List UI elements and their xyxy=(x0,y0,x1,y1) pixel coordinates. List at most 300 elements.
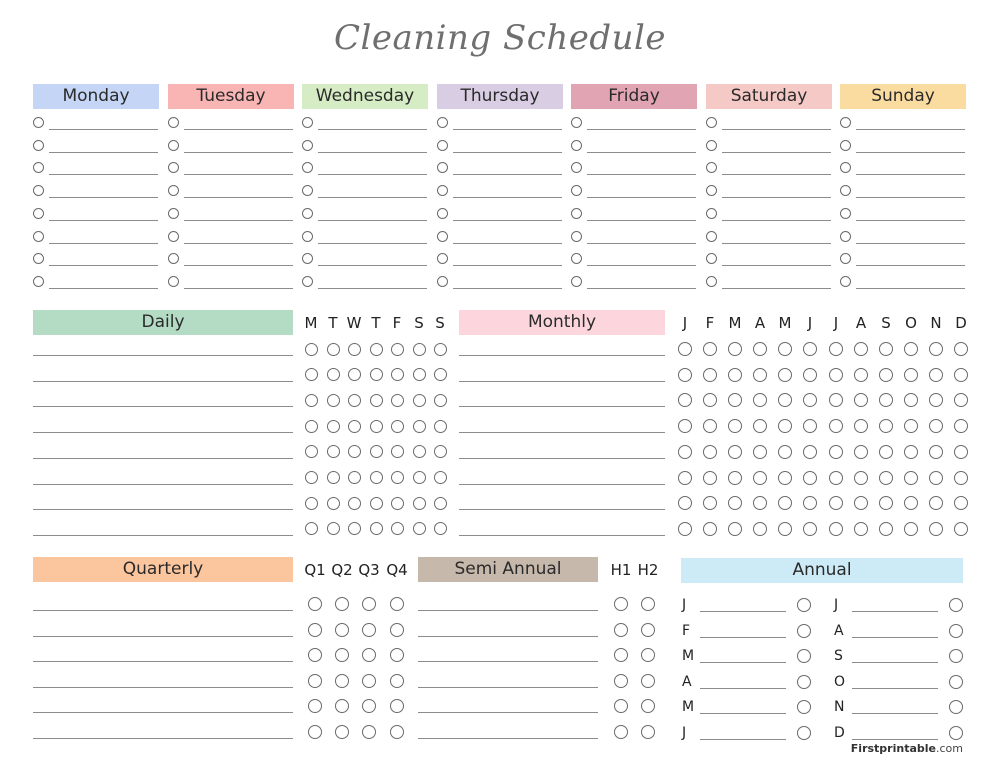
daily-checkbox[interactable] xyxy=(327,445,340,458)
daily-checkbox[interactable] xyxy=(327,420,340,433)
daily-checkbox[interactable] xyxy=(348,420,361,433)
monthly-checkbox[interactable] xyxy=(954,419,968,433)
quarterly-task-line[interactable] xyxy=(33,712,293,713)
checkbox-circle[interactable] xyxy=(33,162,44,173)
daily-checkbox[interactable] xyxy=(434,497,447,510)
monthly-checkbox[interactable] xyxy=(904,471,918,485)
task-line[interactable] xyxy=(453,243,562,244)
task-line[interactable] xyxy=(453,152,562,153)
daily-checkbox[interactable] xyxy=(413,368,426,381)
semi-annual-checkbox[interactable] xyxy=(614,725,628,739)
quarterly-checkbox[interactable] xyxy=(362,597,376,611)
task-line[interactable] xyxy=(722,197,831,198)
checkbox-circle[interactable] xyxy=(706,253,717,264)
checkbox-circle[interactable] xyxy=(168,208,179,219)
checkbox-circle[interactable] xyxy=(33,117,44,128)
semi-annual-checkbox[interactable] xyxy=(641,674,655,688)
daily-checkbox[interactable] xyxy=(305,368,318,381)
daily-checkbox[interactable] xyxy=(305,522,318,535)
monthly-checkbox[interactable] xyxy=(678,445,692,459)
checkbox-circle[interactable] xyxy=(840,253,851,264)
daily-checkbox[interactable] xyxy=(391,343,404,356)
monthly-checkbox[interactable] xyxy=(879,368,893,382)
daily-checkbox[interactable] xyxy=(434,368,447,381)
monthly-checkbox[interactable] xyxy=(954,471,968,485)
monthly-checkbox[interactable] xyxy=(803,445,817,459)
monthly-checkbox[interactable] xyxy=(879,471,893,485)
monthly-checkbox[interactable] xyxy=(753,445,767,459)
checkbox-circle[interactable] xyxy=(437,162,448,173)
monthly-checkbox[interactable] xyxy=(854,471,868,485)
task-line[interactable] xyxy=(722,265,831,266)
checkbox-circle[interactable] xyxy=(302,117,313,128)
annual-checkbox[interactable] xyxy=(797,649,811,663)
daily-checkbox[interactable] xyxy=(370,394,383,407)
task-line[interactable] xyxy=(856,220,965,221)
task-line[interactable] xyxy=(856,243,965,244)
task-line[interactable] xyxy=(722,174,831,175)
task-line[interactable] xyxy=(722,220,831,221)
daily-task-line[interactable] xyxy=(33,509,293,510)
task-line[interactable] xyxy=(318,197,427,198)
monthly-checkbox[interactable] xyxy=(753,419,767,433)
semi-annual-checkbox[interactable] xyxy=(614,699,628,713)
task-line[interactable] xyxy=(453,197,562,198)
monthly-checkbox[interactable] xyxy=(929,419,943,433)
monthly-checkbox[interactable] xyxy=(778,471,792,485)
task-line[interactable] xyxy=(184,220,293,221)
daily-checkbox[interactable] xyxy=(327,522,340,535)
quarterly-checkbox[interactable] xyxy=(362,699,376,713)
monthly-checkbox[interactable] xyxy=(904,496,918,510)
task-line[interactable] xyxy=(587,129,696,130)
monthly-checkbox[interactable] xyxy=(703,419,717,433)
checkbox-circle[interactable] xyxy=(437,185,448,196)
task-line[interactable] xyxy=(49,265,158,266)
monthly-checkbox[interactable] xyxy=(954,445,968,459)
checkbox-circle[interactable] xyxy=(33,185,44,196)
monthly-checkbox[interactable] xyxy=(879,393,893,407)
task-line[interactable] xyxy=(722,129,831,130)
task-line[interactable] xyxy=(49,174,158,175)
task-line[interactable] xyxy=(318,129,427,130)
daily-checkbox[interactable] xyxy=(305,420,318,433)
daily-task-line[interactable] xyxy=(33,535,293,536)
daily-task-line[interactable] xyxy=(33,381,293,382)
daily-checkbox[interactable] xyxy=(391,420,404,433)
monthly-checkbox[interactable] xyxy=(803,342,817,356)
task-line[interactable] xyxy=(722,288,831,289)
daily-checkbox[interactable] xyxy=(413,445,426,458)
daily-checkbox[interactable] xyxy=(391,497,404,510)
daily-checkbox[interactable] xyxy=(305,343,318,356)
checkbox-circle[interactable] xyxy=(840,162,851,173)
daily-checkbox[interactable] xyxy=(434,445,447,458)
monthly-checkbox[interactable] xyxy=(929,471,943,485)
monthly-checkbox[interactable] xyxy=(728,445,742,459)
monthly-task-line[interactable] xyxy=(459,484,665,485)
daily-checkbox[interactable] xyxy=(305,394,318,407)
quarterly-checkbox[interactable] xyxy=(308,699,322,713)
monthly-task-line[interactable] xyxy=(459,381,665,382)
monthly-checkbox[interactable] xyxy=(929,496,943,510)
checkbox-circle[interactable] xyxy=(706,140,717,151)
checkbox-circle[interactable] xyxy=(168,162,179,173)
daily-checkbox[interactable] xyxy=(348,343,361,356)
daily-checkbox[interactable] xyxy=(348,497,361,510)
daily-checkbox[interactable] xyxy=(413,471,426,484)
monthly-checkbox[interactable] xyxy=(703,445,717,459)
monthly-task-line[interactable] xyxy=(459,535,665,536)
task-line[interactable] xyxy=(49,197,158,198)
task-line[interactable] xyxy=(184,152,293,153)
task-line[interactable] xyxy=(722,152,831,153)
task-line[interactable] xyxy=(184,265,293,266)
monthly-checkbox[interactable] xyxy=(904,393,918,407)
quarterly-checkbox[interactable] xyxy=(362,623,376,637)
monthly-checkbox[interactable] xyxy=(703,393,717,407)
daily-checkbox[interactable] xyxy=(413,394,426,407)
monthly-task-line[interactable] xyxy=(459,509,665,510)
checkbox-circle[interactable] xyxy=(33,276,44,287)
monthly-checkbox[interactable] xyxy=(753,471,767,485)
monthly-checkbox[interactable] xyxy=(879,496,893,510)
checkbox-circle[interactable] xyxy=(33,140,44,151)
checkbox-circle[interactable] xyxy=(302,276,313,287)
task-line[interactable] xyxy=(49,243,158,244)
semi-annual-checkbox[interactable] xyxy=(614,674,628,688)
task-line[interactable] xyxy=(856,197,965,198)
quarterly-checkbox[interactable] xyxy=(308,674,322,688)
daily-checkbox[interactable] xyxy=(370,368,383,381)
semi-annual-checkbox[interactable] xyxy=(641,623,655,637)
quarterly-checkbox[interactable] xyxy=(390,674,404,688)
monthly-checkbox[interactable] xyxy=(904,522,918,536)
daily-checkbox[interactable] xyxy=(327,471,340,484)
daily-checkbox[interactable] xyxy=(327,368,340,381)
monthly-checkbox[interactable] xyxy=(778,496,792,510)
task-line[interactable] xyxy=(318,152,427,153)
monthly-checkbox[interactable] xyxy=(728,471,742,485)
daily-checkbox[interactable] xyxy=(370,522,383,535)
quarterly-checkbox[interactable] xyxy=(308,597,322,611)
monthly-checkbox[interactable] xyxy=(803,471,817,485)
checkbox-circle[interactable] xyxy=(168,140,179,151)
daily-checkbox[interactable] xyxy=(413,343,426,356)
monthly-checkbox[interactable] xyxy=(854,368,868,382)
monthly-checkbox[interactable] xyxy=(904,419,918,433)
monthly-checkbox[interactable] xyxy=(778,419,792,433)
annual-task-line[interactable] xyxy=(852,739,938,740)
annual-task-line[interactable] xyxy=(700,637,786,638)
task-line[interactable] xyxy=(318,265,427,266)
semi-annual-task-line[interactable] xyxy=(418,738,598,739)
checkbox-circle[interactable] xyxy=(168,253,179,264)
monthly-checkbox[interactable] xyxy=(753,522,767,536)
semi-annual-task-line[interactable] xyxy=(418,636,598,637)
task-line[interactable] xyxy=(587,220,696,221)
monthly-checkbox[interactable] xyxy=(854,419,868,433)
semi-annual-task-line[interactable] xyxy=(418,610,598,611)
annual-task-line[interactable] xyxy=(700,662,786,663)
checkbox-circle[interactable] xyxy=(168,117,179,128)
semi-annual-checkbox[interactable] xyxy=(641,699,655,713)
daily-checkbox[interactable] xyxy=(348,471,361,484)
quarterly-checkbox[interactable] xyxy=(335,648,349,662)
checkbox-circle[interactable] xyxy=(168,276,179,287)
monthly-checkbox[interactable] xyxy=(778,445,792,459)
quarterly-checkbox[interactable] xyxy=(362,674,376,688)
task-line[interactable] xyxy=(453,129,562,130)
monthly-checkbox[interactable] xyxy=(728,419,742,433)
checkbox-circle[interactable] xyxy=(571,208,582,219)
checkbox-circle[interactable] xyxy=(571,117,582,128)
monthly-checkbox[interactable] xyxy=(879,342,893,356)
checkbox-circle[interactable] xyxy=(302,208,313,219)
annual-task-line[interactable] xyxy=(852,611,938,612)
daily-checkbox[interactable] xyxy=(370,343,383,356)
task-line[interactable] xyxy=(587,152,696,153)
monthly-checkbox[interactable] xyxy=(829,342,843,356)
daily-checkbox[interactable] xyxy=(327,343,340,356)
monthly-checkbox[interactable] xyxy=(829,471,843,485)
checkbox-circle[interactable] xyxy=(840,231,851,242)
checkbox-circle[interactable] xyxy=(571,253,582,264)
checkbox-circle[interactable] xyxy=(33,253,44,264)
daily-checkbox[interactable] xyxy=(434,394,447,407)
semi-annual-checkbox[interactable] xyxy=(641,648,655,662)
quarterly-checkbox[interactable] xyxy=(335,674,349,688)
monthly-checkbox[interactable] xyxy=(803,368,817,382)
checkbox-circle[interactable] xyxy=(437,117,448,128)
monthly-checkbox[interactable] xyxy=(954,342,968,356)
task-line[interactable] xyxy=(587,265,696,266)
daily-checkbox[interactable] xyxy=(434,471,447,484)
task-line[interactable] xyxy=(184,243,293,244)
quarterly-checkbox[interactable] xyxy=(390,648,404,662)
daily-task-line[interactable] xyxy=(33,355,293,356)
monthly-checkbox[interactable] xyxy=(753,368,767,382)
quarterly-task-line[interactable] xyxy=(33,636,293,637)
task-line[interactable] xyxy=(49,152,158,153)
annual-checkbox[interactable] xyxy=(949,726,963,740)
annual-checkbox[interactable] xyxy=(949,700,963,714)
checkbox-circle[interactable] xyxy=(571,185,582,196)
daily-checkbox[interactable] xyxy=(348,445,361,458)
monthly-checkbox[interactable] xyxy=(904,368,918,382)
checkbox-circle[interactable] xyxy=(33,231,44,242)
annual-checkbox[interactable] xyxy=(949,649,963,663)
monthly-checkbox[interactable] xyxy=(954,522,968,536)
task-line[interactable] xyxy=(587,174,696,175)
quarterly-checkbox[interactable] xyxy=(390,623,404,637)
checkbox-circle[interactable] xyxy=(840,140,851,151)
monthly-checkbox[interactable] xyxy=(678,419,692,433)
quarterly-task-line[interactable] xyxy=(33,687,293,688)
daily-checkbox[interactable] xyxy=(305,497,318,510)
monthly-checkbox[interactable] xyxy=(829,393,843,407)
daily-checkbox[interactable] xyxy=(370,420,383,433)
quarterly-task-line[interactable] xyxy=(33,610,293,611)
daily-checkbox[interactable] xyxy=(434,343,447,356)
monthly-checkbox[interactable] xyxy=(954,368,968,382)
checkbox-circle[interactable] xyxy=(168,231,179,242)
daily-task-line[interactable] xyxy=(33,406,293,407)
checkbox-circle[interactable] xyxy=(302,162,313,173)
monthly-checkbox[interactable] xyxy=(854,445,868,459)
monthly-checkbox[interactable] xyxy=(854,496,868,510)
annual-checkbox[interactable] xyxy=(797,598,811,612)
task-line[interactable] xyxy=(184,129,293,130)
checkbox-circle[interactable] xyxy=(302,185,313,196)
monthly-checkbox[interactable] xyxy=(879,445,893,459)
daily-checkbox[interactable] xyxy=(327,497,340,510)
annual-checkbox[interactable] xyxy=(949,598,963,612)
task-line[interactable] xyxy=(184,174,293,175)
checkbox-circle[interactable] xyxy=(437,208,448,219)
daily-checkbox[interactable] xyxy=(391,522,404,535)
monthly-checkbox[interactable] xyxy=(703,368,717,382)
daily-checkbox[interactable] xyxy=(305,445,318,458)
monthly-checkbox[interactable] xyxy=(753,393,767,407)
monthly-checkbox[interactable] xyxy=(803,496,817,510)
daily-checkbox[interactable] xyxy=(391,445,404,458)
daily-checkbox[interactable] xyxy=(370,497,383,510)
monthly-checkbox[interactable] xyxy=(854,393,868,407)
checkbox-circle[interactable] xyxy=(33,208,44,219)
annual-task-line[interactable] xyxy=(852,688,938,689)
checkbox-circle[interactable] xyxy=(840,276,851,287)
monthly-checkbox[interactable] xyxy=(703,522,717,536)
monthly-checkbox[interactable] xyxy=(678,522,692,536)
annual-task-line[interactable] xyxy=(852,637,938,638)
monthly-checkbox[interactable] xyxy=(728,522,742,536)
task-line[interactable] xyxy=(49,288,158,289)
monthly-checkbox[interactable] xyxy=(829,522,843,536)
task-line[interactable] xyxy=(49,220,158,221)
monthly-checkbox[interactable] xyxy=(678,368,692,382)
checkbox-circle[interactable] xyxy=(168,185,179,196)
task-line[interactable] xyxy=(856,288,965,289)
monthly-checkbox[interactable] xyxy=(778,368,792,382)
daily-checkbox[interactable] xyxy=(434,420,447,433)
quarterly-checkbox[interactable] xyxy=(335,597,349,611)
daily-task-line[interactable] xyxy=(33,458,293,459)
monthly-task-line[interactable] xyxy=(459,355,665,356)
checkbox-circle[interactable] xyxy=(840,117,851,128)
daily-task-line[interactable] xyxy=(33,432,293,433)
task-line[interactable] xyxy=(318,243,427,244)
semi-annual-checkbox[interactable] xyxy=(614,648,628,662)
monthly-checkbox[interactable] xyxy=(879,419,893,433)
quarterly-checkbox[interactable] xyxy=(335,623,349,637)
monthly-checkbox[interactable] xyxy=(778,522,792,536)
monthly-checkbox[interactable] xyxy=(678,393,692,407)
daily-checkbox[interactable] xyxy=(413,522,426,535)
checkbox-circle[interactable] xyxy=(302,253,313,264)
monthly-checkbox[interactable] xyxy=(954,393,968,407)
semi-annual-checkbox[interactable] xyxy=(641,725,655,739)
task-line[interactable] xyxy=(587,243,696,244)
monthly-checkbox[interactable] xyxy=(803,419,817,433)
monthly-checkbox[interactable] xyxy=(703,496,717,510)
task-line[interactable] xyxy=(587,288,696,289)
quarterly-checkbox[interactable] xyxy=(362,648,376,662)
quarterly-checkbox[interactable] xyxy=(335,725,349,739)
semi-annual-checkbox[interactable] xyxy=(614,597,628,611)
task-line[interactable] xyxy=(318,174,427,175)
annual-task-line[interactable] xyxy=(700,739,786,740)
annual-task-line[interactable] xyxy=(852,713,938,714)
monthly-checkbox[interactable] xyxy=(929,393,943,407)
task-line[interactable] xyxy=(453,174,562,175)
checkbox-circle[interactable] xyxy=(840,185,851,196)
quarterly-checkbox[interactable] xyxy=(390,725,404,739)
daily-checkbox[interactable] xyxy=(370,445,383,458)
quarterly-task-line[interactable] xyxy=(33,738,293,739)
daily-checkbox[interactable] xyxy=(391,394,404,407)
task-line[interactable] xyxy=(856,265,965,266)
daily-checkbox[interactable] xyxy=(348,368,361,381)
checkbox-circle[interactable] xyxy=(706,208,717,219)
daily-task-line[interactable] xyxy=(33,484,293,485)
semi-annual-task-line[interactable] xyxy=(418,687,598,688)
task-line[interactable] xyxy=(856,174,965,175)
task-line[interactable] xyxy=(856,129,965,130)
monthly-checkbox[interactable] xyxy=(728,393,742,407)
checkbox-circle[interactable] xyxy=(437,253,448,264)
monthly-checkbox[interactable] xyxy=(803,522,817,536)
checkbox-circle[interactable] xyxy=(437,276,448,287)
monthly-checkbox[interactable] xyxy=(728,496,742,510)
checkbox-circle[interactable] xyxy=(571,276,582,287)
checkbox-circle[interactable] xyxy=(571,231,582,242)
semi-annual-task-line[interactable] xyxy=(418,712,598,713)
annual-checkbox[interactable] xyxy=(949,624,963,638)
monthly-checkbox[interactable] xyxy=(879,522,893,536)
checkbox-circle[interactable] xyxy=(706,276,717,287)
monthly-checkbox[interactable] xyxy=(929,342,943,356)
monthly-checkbox[interactable] xyxy=(703,342,717,356)
task-line[interactable] xyxy=(184,288,293,289)
semi-annual-checkbox[interactable] xyxy=(641,597,655,611)
daily-checkbox[interactable] xyxy=(413,420,426,433)
annual-task-line[interactable] xyxy=(700,688,786,689)
monthly-checkbox[interactable] xyxy=(904,445,918,459)
task-line[interactable] xyxy=(453,265,562,266)
monthly-task-line[interactable] xyxy=(459,406,665,407)
annual-task-line[interactable] xyxy=(700,713,786,714)
daily-checkbox[interactable] xyxy=(413,497,426,510)
monthly-checkbox[interactable] xyxy=(854,522,868,536)
task-line[interactable] xyxy=(49,129,158,130)
annual-checkbox[interactable] xyxy=(797,624,811,638)
annual-checkbox[interactable] xyxy=(797,700,811,714)
checkbox-circle[interactable] xyxy=(302,140,313,151)
quarterly-checkbox[interactable] xyxy=(308,623,322,637)
checkbox-circle[interactable] xyxy=(706,231,717,242)
daily-checkbox[interactable] xyxy=(348,394,361,407)
monthly-checkbox[interactable] xyxy=(678,342,692,356)
annual-checkbox[interactable] xyxy=(949,675,963,689)
daily-checkbox[interactable] xyxy=(434,522,447,535)
task-line[interactable] xyxy=(722,243,831,244)
daily-checkbox[interactable] xyxy=(391,471,404,484)
monthly-checkbox[interactable] xyxy=(854,342,868,356)
monthly-checkbox[interactable] xyxy=(829,445,843,459)
daily-checkbox[interactable] xyxy=(370,471,383,484)
daily-checkbox[interactable] xyxy=(348,522,361,535)
